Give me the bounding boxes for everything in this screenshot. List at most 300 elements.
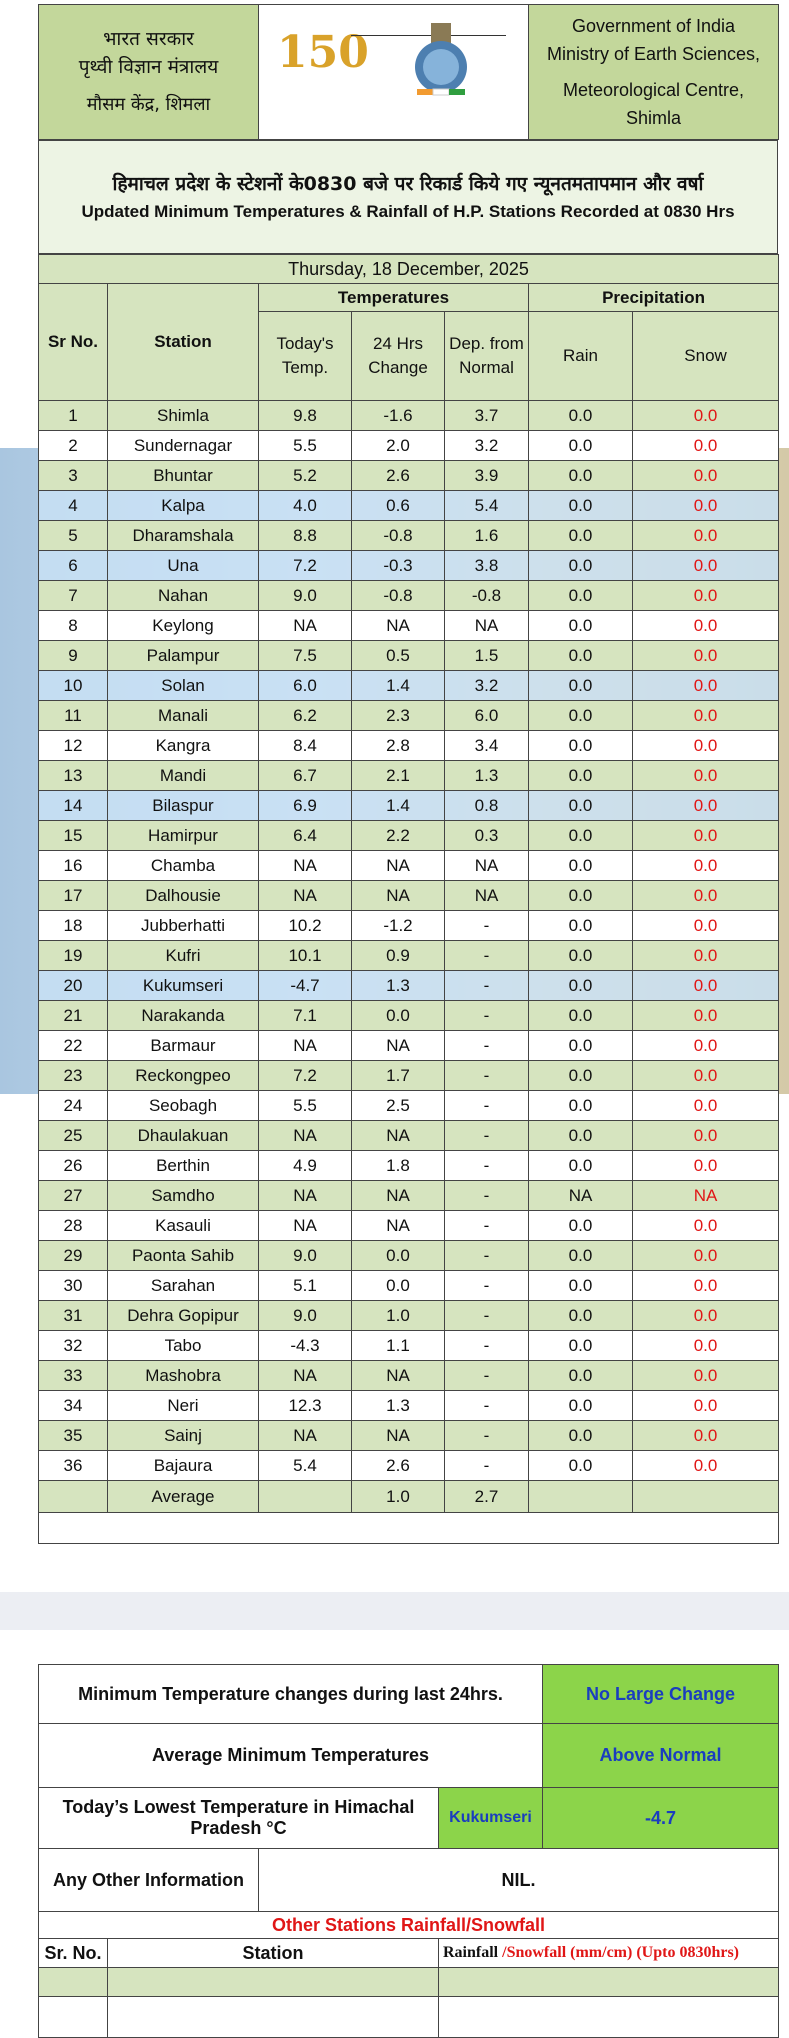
- cell-24hr-change: 2.3: [352, 701, 445, 731]
- rainfall-label: Rainfall: [443, 1944, 503, 1961]
- avg-label: Average: [108, 1481, 259, 1513]
- other-info-label: Any Other Information: [39, 1849, 259, 1912]
- col-precipitation: Precipitation: [529, 284, 779, 312]
- cell-dep-normal: -: [445, 1241, 529, 1271]
- cell-snow: 0.0: [633, 731, 779, 761]
- table-row: [39, 461, 779, 491]
- cell-today-temp: 7.1: [259, 1001, 352, 1031]
- cell-today-temp: 6.4: [259, 821, 352, 851]
- table-row: [39, 1421, 779, 1451]
- cell-today-temp: 8.4: [259, 731, 352, 761]
- table-row: [39, 1181, 779, 1211]
- cell-24hr-change: 2.6: [352, 1451, 445, 1481]
- cell-station: Una: [108, 551, 259, 581]
- cell-24hr-change: 0.0: [352, 1241, 445, 1271]
- cell-dep-normal: -: [445, 1391, 529, 1421]
- min-change-label: Minimum Temperature changes during last 24hrs.: [39, 1665, 543, 1724]
- cell-24hr-change: 0.9: [352, 941, 445, 971]
- table-row: [39, 1121, 779, 1151]
- cell-24hr-change: NA: [352, 1361, 445, 1391]
- cell-sr: 4: [39, 491, 108, 521]
- avg-min-label: Average Minimum Temperatures: [39, 1724, 543, 1788]
- cell-dep-normal: 0.8: [445, 791, 529, 821]
- cell-rain: 0.0: [529, 461, 633, 491]
- cell-snow: 0.0: [633, 611, 779, 641]
- cell-sr: 8: [39, 611, 108, 641]
- cell-dep-normal: -: [445, 1091, 529, 1121]
- cell-snow: 0.0: [633, 701, 779, 731]
- cell-sr: 23: [39, 1061, 108, 1091]
- cell-today-temp: 8.8: [259, 521, 352, 551]
- avg-dep: 2.7: [445, 1481, 529, 1513]
- cell-rain: NA: [529, 1181, 633, 1211]
- station-table: [38, 254, 779, 1544]
- cell-sr: 2: [39, 431, 108, 461]
- station-rows: [39, 401, 779, 1481]
- cell-dep-normal: 3.7: [445, 401, 529, 431]
- cell-dep-normal: 3.8: [445, 551, 529, 581]
- cell-rain: 0.0: [529, 1091, 633, 1121]
- cell-rain: 0.0: [529, 791, 633, 821]
- cell-rain: 0.0: [529, 1001, 633, 1031]
- avg-sr: [39, 1481, 108, 1513]
- cell-today-temp: 10.1: [259, 941, 352, 971]
- cell-24hr-change: 2.2: [352, 821, 445, 851]
- cell-dep-normal: -: [445, 1031, 529, 1061]
- blank-row: [39, 1513, 779, 1544]
- cell-24hr-change: NA: [352, 611, 445, 641]
- cell-station: Bilaspur: [108, 791, 259, 821]
- cell-24hr-change: NA: [352, 1181, 445, 1211]
- cell-24hr-change: 2.5: [352, 1091, 445, 1121]
- col-station-2: Station: [108, 1939, 439, 1968]
- cell-station: Kukumseri: [108, 971, 259, 1001]
- table-row: [39, 731, 779, 761]
- cell-rain: 0.0: [529, 641, 633, 671]
- cell-rain: 0.0: [529, 731, 633, 761]
- cell-snow: 0.0: [633, 581, 779, 611]
- cell-today-temp: 5.5: [259, 431, 352, 461]
- cell-dep-normal: 1.5: [445, 641, 529, 671]
- cell-sr: 3: [39, 461, 108, 491]
- table-row: [39, 581, 779, 611]
- table-row: [39, 1091, 779, 1121]
- cell-24hr-change: 1.3: [352, 1391, 445, 1421]
- lowest-temp-label: Today’s Lowest Temperature in Himachal Pradesh °C: [39, 1788, 439, 1849]
- cell-snow: 0.0: [633, 1391, 779, 1421]
- eng-line-3: Meteorological Centre,: [562, 80, 745, 100]
- cell-snow: 0.0: [633, 1151, 779, 1181]
- cell-sr: 26: [39, 1151, 108, 1181]
- cell-snow: 0.0: [633, 491, 779, 521]
- cell-sr: 28: [39, 1211, 108, 1241]
- cell-24hr-change: 0.0: [352, 1271, 445, 1301]
- cell-station: Bhuntar: [108, 461, 259, 491]
- cell-24hr-change: 1.7: [352, 1061, 445, 1091]
- summary-table: [38, 1664, 779, 2038]
- cell-dep-normal: 3.9: [445, 461, 529, 491]
- cell-snow: 0.0: [633, 461, 779, 491]
- table-row: [39, 941, 779, 971]
- cell-24hr-change: 2.0: [352, 431, 445, 461]
- cell-rain: 0.0: [529, 1451, 633, 1481]
- cell-today-temp: NA: [259, 611, 352, 641]
- cell-dep-normal: -: [445, 911, 529, 941]
- table-row: [39, 881, 779, 911]
- cell-station: Dharamshala: [108, 521, 259, 551]
- cell-station: Sainj: [108, 1421, 259, 1451]
- cell-snow: 0.0: [633, 1121, 779, 1151]
- cell-station: Reckongpeo: [108, 1061, 259, 1091]
- cell-sr: 30: [39, 1271, 108, 1301]
- cell-rain: 0.0: [529, 521, 633, 551]
- cell-dep-normal: NA: [445, 851, 529, 881]
- col-dep-normal: Dep. from Normal: [445, 312, 529, 401]
- table-row: [39, 1271, 779, 1301]
- cell-snow: 0.0: [633, 791, 779, 821]
- cell-rain: 0.0: [529, 401, 633, 431]
- title-cell: [39, 141, 778, 254]
- cell-rain: 0.0: [529, 1121, 633, 1151]
- table-row: [39, 791, 779, 821]
- cell-dep-normal: -: [445, 1361, 529, 1391]
- cell-sr: 19: [39, 941, 108, 971]
- table-row: [39, 971, 779, 1001]
- cell-24hr-change: -0.8: [352, 581, 445, 611]
- cell-snow: 0.0: [633, 1031, 779, 1061]
- cell-today-temp: 4.0: [259, 491, 352, 521]
- cell-rain: 0.0: [529, 1361, 633, 1391]
- cell-station: Kasauli: [108, 1211, 259, 1241]
- cell-24hr-change: 2.8: [352, 731, 445, 761]
- cell-snow: 0.0: [633, 551, 779, 581]
- cell-sr: 20: [39, 971, 108, 1001]
- cell-today-temp: NA: [259, 1181, 352, 1211]
- summary-sheet: [38, 1664, 778, 2038]
- cell-station: Bajaura: [108, 1451, 259, 1481]
- cell-station: Barmaur: [108, 1031, 259, 1061]
- table-row: [39, 1151, 779, 1181]
- col-snow: Snow: [633, 312, 779, 401]
- cell-rain: 0.0: [529, 911, 633, 941]
- cell-today-temp: NA: [259, 881, 352, 911]
- table-row: [39, 1331, 779, 1361]
- cell-today-temp: 6.7: [259, 761, 352, 791]
- cell-today-temp: 6.2: [259, 701, 352, 731]
- cell-station: Hamirpur: [108, 821, 259, 851]
- cell-rain: 0.0: [529, 1211, 633, 1241]
- cell-station: Narakanda: [108, 1001, 259, 1031]
- cell-today-temp: -4.7: [259, 971, 352, 1001]
- cell-dep-normal: -: [445, 1061, 529, 1091]
- table-row: [39, 1241, 779, 1271]
- cell-dep-normal: -: [445, 941, 529, 971]
- cell-snow: 0.0: [633, 1301, 779, 1331]
- table-row: [39, 1391, 779, 1421]
- cell-rain: 0.0: [529, 1031, 633, 1061]
- empty-cell: [439, 1968, 779, 1997]
- title-english: Updated Minimum Temperatures & Rainfall of H.P. Stations Recorded at 0830 Hrs: [81, 202, 735, 221]
- cell-snow: 0.0: [633, 1421, 779, 1451]
- cell-rain: 0.0: [529, 1331, 633, 1361]
- cell-station: Kalpa: [108, 491, 259, 521]
- cell-sr: 13: [39, 761, 108, 791]
- cell-24hr-change: 1.0: [352, 1301, 445, 1331]
- cell-dep-normal: -: [445, 1451, 529, 1481]
- cell-dep-normal: 6.0: [445, 701, 529, 731]
- cell-station: Solan: [108, 671, 259, 701]
- empty-cell: [108, 1997, 439, 2038]
- cell-24hr-change: -1.6: [352, 401, 445, 431]
- cell-24hr-change: NA: [352, 1211, 445, 1241]
- cell-sr: 6: [39, 551, 108, 581]
- cell-dep-normal: 3.4: [445, 731, 529, 761]
- cell-sr: 7: [39, 581, 108, 611]
- cell-station: Sundernagar: [108, 431, 259, 461]
- cell-sr: 36: [39, 1451, 108, 1481]
- cell-dep-normal: 3.2: [445, 671, 529, 701]
- table-row: [39, 1061, 779, 1091]
- cell-24hr-change: 0.6: [352, 491, 445, 521]
- cell-station: Mashobra: [108, 1361, 259, 1391]
- cell-snow: 0.0: [633, 881, 779, 911]
- cell-today-temp: 10.2: [259, 911, 352, 941]
- cell-dep-normal: 1.3: [445, 761, 529, 791]
- cell-station: Sarahan: [108, 1271, 259, 1301]
- cell-24hr-change: 0.5: [352, 641, 445, 671]
- report-sheet: [38, 4, 778, 1544]
- cell-sr: 29: [39, 1241, 108, 1271]
- col-today-temp: Today's Temp.: [259, 312, 352, 401]
- cell-rain: 0.0: [529, 1241, 633, 1271]
- table-row: [39, 821, 779, 851]
- cell-rain: 0.0: [529, 611, 633, 641]
- cell-dep-normal: -: [445, 1421, 529, 1451]
- cell-24hr-change: 0.0: [352, 1001, 445, 1031]
- cell-sr: 16: [39, 851, 108, 881]
- cell-station: Paonta Sahib: [108, 1241, 259, 1271]
- col-rainfall-snowfall: [439, 1939, 779, 1968]
- cell-rain: 0.0: [529, 941, 633, 971]
- cell-snow: 0.0: [633, 1451, 779, 1481]
- table-row: [39, 1031, 779, 1061]
- header-table: [38, 4, 779, 140]
- cell-snow: 0.0: [633, 1061, 779, 1091]
- eng-line-2: Ministry of Earth Sciences,: [546, 44, 761, 64]
- cell-sr: 12: [39, 731, 108, 761]
- cell-station: Seobagh: [108, 1091, 259, 1121]
- cell-sr: 21: [39, 1001, 108, 1031]
- table-row: [39, 641, 779, 671]
- snowfall-label: /Snowfall (mm/cm) (Upto 0830hrs): [502, 1944, 739, 1961]
- cell-today-temp: 5.5: [259, 1091, 352, 1121]
- cell-rain: 0.0: [529, 1301, 633, 1331]
- cell-snow: 0.0: [633, 671, 779, 701]
- table-row: [39, 1001, 779, 1031]
- cell-dep-normal: -: [445, 971, 529, 1001]
- cell-24hr-change: 2.6: [352, 461, 445, 491]
- cell-today-temp: 6.9: [259, 791, 352, 821]
- other-info-value: NIL.: [259, 1849, 779, 1912]
- empty-cell: [108, 1968, 439, 1997]
- page-divider: [0, 1592, 789, 1630]
- cell-snow: 0.0: [633, 1361, 779, 1391]
- empty-cell: [439, 1997, 779, 2038]
- table-row: [39, 1301, 779, 1331]
- cell-sr: 32: [39, 1331, 108, 1361]
- cell-today-temp: 7.2: [259, 1061, 352, 1091]
- cell-rain: 0.0: [529, 1061, 633, 1091]
- cell-snow: 0.0: [633, 911, 779, 941]
- cell-rain: 0.0: [529, 851, 633, 881]
- cell-today-temp: 12.3: [259, 1391, 352, 1421]
- cell-rain: 0.0: [529, 1391, 633, 1421]
- cell-24hr-change: 1.8: [352, 1151, 445, 1181]
- cell-today-temp: 9.0: [259, 581, 352, 611]
- cell-24hr-change: NA: [352, 1421, 445, 1451]
- cell-rain: 0.0: [529, 551, 633, 581]
- cell-snow: 0.0: [633, 1241, 779, 1271]
- cell-today-temp: 6.0: [259, 671, 352, 701]
- cell-snow: 0.0: [633, 1091, 779, 1121]
- cell-24hr-change: -1.2: [352, 911, 445, 941]
- cell-24hr-change: 1.4: [352, 791, 445, 821]
- table-row: [39, 521, 779, 551]
- cell-today-temp: NA: [259, 1121, 352, 1151]
- title-hindi: हिमाचल प्रदेश के स्टेशनों के0830 बजे पर रिकार्ड किये गए न्यूनतमतापमान और वर्षा: [112, 173, 704, 195]
- table-row: [39, 911, 779, 941]
- cell-dep-normal: 5.4: [445, 491, 529, 521]
- cell-sr: 11: [39, 701, 108, 731]
- cell-snow: 0.0: [633, 941, 779, 971]
- logo-cell: [259, 5, 529, 140]
- english-header: [529, 5, 779, 140]
- hindi-line-2: पृथ्वी विज्ञान मंत्रालय: [78, 56, 219, 78]
- cell-dep-normal: 0.3: [445, 821, 529, 851]
- avg-min-value: Above Normal: [543, 1724, 779, 1788]
- cell-dep-normal: 3.2: [445, 431, 529, 461]
- cell-sr: 33: [39, 1361, 108, 1391]
- col-sr-no: Sr No.: [39, 284, 108, 401]
- cell-today-temp: 9.0: [259, 1301, 352, 1331]
- cell-sr: 22: [39, 1031, 108, 1061]
- cell-rain: 0.0: [529, 581, 633, 611]
- cell-station: Nahan: [108, 581, 259, 611]
- table-row: [39, 401, 779, 431]
- cell-today-temp: 9.0: [259, 1241, 352, 1271]
- cell-snow: 0.0: [633, 1001, 779, 1031]
- cell-rain: 0.0: [529, 1151, 633, 1181]
- cell-snow: 0.0: [633, 1331, 779, 1361]
- table-row: [39, 1211, 779, 1241]
- cell-snow: NA: [633, 1181, 779, 1211]
- cell-today-temp: 5.2: [259, 461, 352, 491]
- cell-rain: 0.0: [529, 701, 633, 731]
- cell-station: Neri: [108, 1391, 259, 1421]
- cell-24hr-change: 1.4: [352, 671, 445, 701]
- table-row: [39, 611, 779, 641]
- report-date: Thursday, 18 December, 2025: [39, 255, 779, 284]
- cell-snow: 0.0: [633, 821, 779, 851]
- lowest-value: -4.7: [543, 1788, 779, 1849]
- cell-rain: 0.0: [529, 491, 633, 521]
- hindi-header: [39, 5, 259, 140]
- title-table: [38, 140, 778, 254]
- cell-rain: 0.0: [529, 1271, 633, 1301]
- cell-today-temp: -4.3: [259, 1331, 352, 1361]
- cell-today-temp: 7.5: [259, 641, 352, 671]
- cell-station: Keylong: [108, 611, 259, 641]
- other-stations-title: Other Stations Rainfall/Snowfall: [39, 1912, 779, 1939]
- table-row: [39, 851, 779, 881]
- cell-snow: 0.0: [633, 971, 779, 1001]
- cell-station: Mandi: [108, 761, 259, 791]
- cell-sr: 1: [39, 401, 108, 431]
- cell-station: Berthin: [108, 1151, 259, 1181]
- cell-today-temp: NA: [259, 1211, 352, 1241]
- cell-sr: 25: [39, 1121, 108, 1151]
- hindi-line-1: भारत सरकार: [103, 28, 194, 50]
- table-row: [39, 551, 779, 581]
- cell-station: Kangra: [108, 731, 259, 761]
- cell-dep-normal: -: [445, 1331, 529, 1361]
- cell-snow: 0.0: [633, 521, 779, 551]
- cell-station: Dhaulakuan: [108, 1121, 259, 1151]
- eng-line-4: Shimla: [625, 108, 682, 128]
- cell-sr: 35: [39, 1421, 108, 1451]
- col-sr-no-2: Sr. No.: [39, 1939, 108, 1968]
- table-row: [39, 671, 779, 701]
- cell-sr: 18: [39, 911, 108, 941]
- cell-24hr-change: NA: [352, 1121, 445, 1151]
- cell-sr: 14: [39, 791, 108, 821]
- cell-snow: 0.0: [633, 641, 779, 671]
- avg-rain: [529, 1481, 633, 1513]
- cell-24hr-change: NA: [352, 881, 445, 911]
- avg-today: [259, 1481, 352, 1513]
- cell-station: Shimla: [108, 401, 259, 431]
- cell-sr: 5: [39, 521, 108, 551]
- cell-today-temp: 9.8: [259, 401, 352, 431]
- empty-cell: [39, 1968, 108, 1997]
- cell-station: Tabo: [108, 1331, 259, 1361]
- hindi-line-3: मौसम केंद्र, शिमला: [86, 94, 211, 115]
- table-row: [39, 431, 779, 461]
- cell-24hr-change: -0.3: [352, 551, 445, 581]
- cell-today-temp: NA: [259, 1031, 352, 1061]
- cell-snow: 0.0: [633, 431, 779, 461]
- cell-sr: 27: [39, 1181, 108, 1211]
- cell-dep-normal: -: [445, 1211, 529, 1241]
- eng-line-1: Government of India: [571, 16, 736, 36]
- cell-today-temp: NA: [259, 851, 352, 881]
- cell-dep-normal: -: [445, 1001, 529, 1031]
- cell-today-temp: 5.4: [259, 1451, 352, 1481]
- min-change-value: No Large Change: [543, 1665, 779, 1724]
- avg-snow: [633, 1481, 779, 1513]
- cell-sr: 10: [39, 671, 108, 701]
- cell-rain: 0.0: [529, 881, 633, 911]
- cell-station: Chamba: [108, 851, 259, 881]
- table-row: [39, 1451, 779, 1481]
- cell-snow: 0.0: [633, 1271, 779, 1301]
- cell-sr: 17: [39, 881, 108, 911]
- cell-24hr-change: NA: [352, 851, 445, 881]
- cell-24hr-change: 2.1: [352, 761, 445, 791]
- cell-snow: 0.0: [633, 761, 779, 791]
- cell-24hr-change: -0.8: [352, 521, 445, 551]
- table-row: [39, 491, 779, 521]
